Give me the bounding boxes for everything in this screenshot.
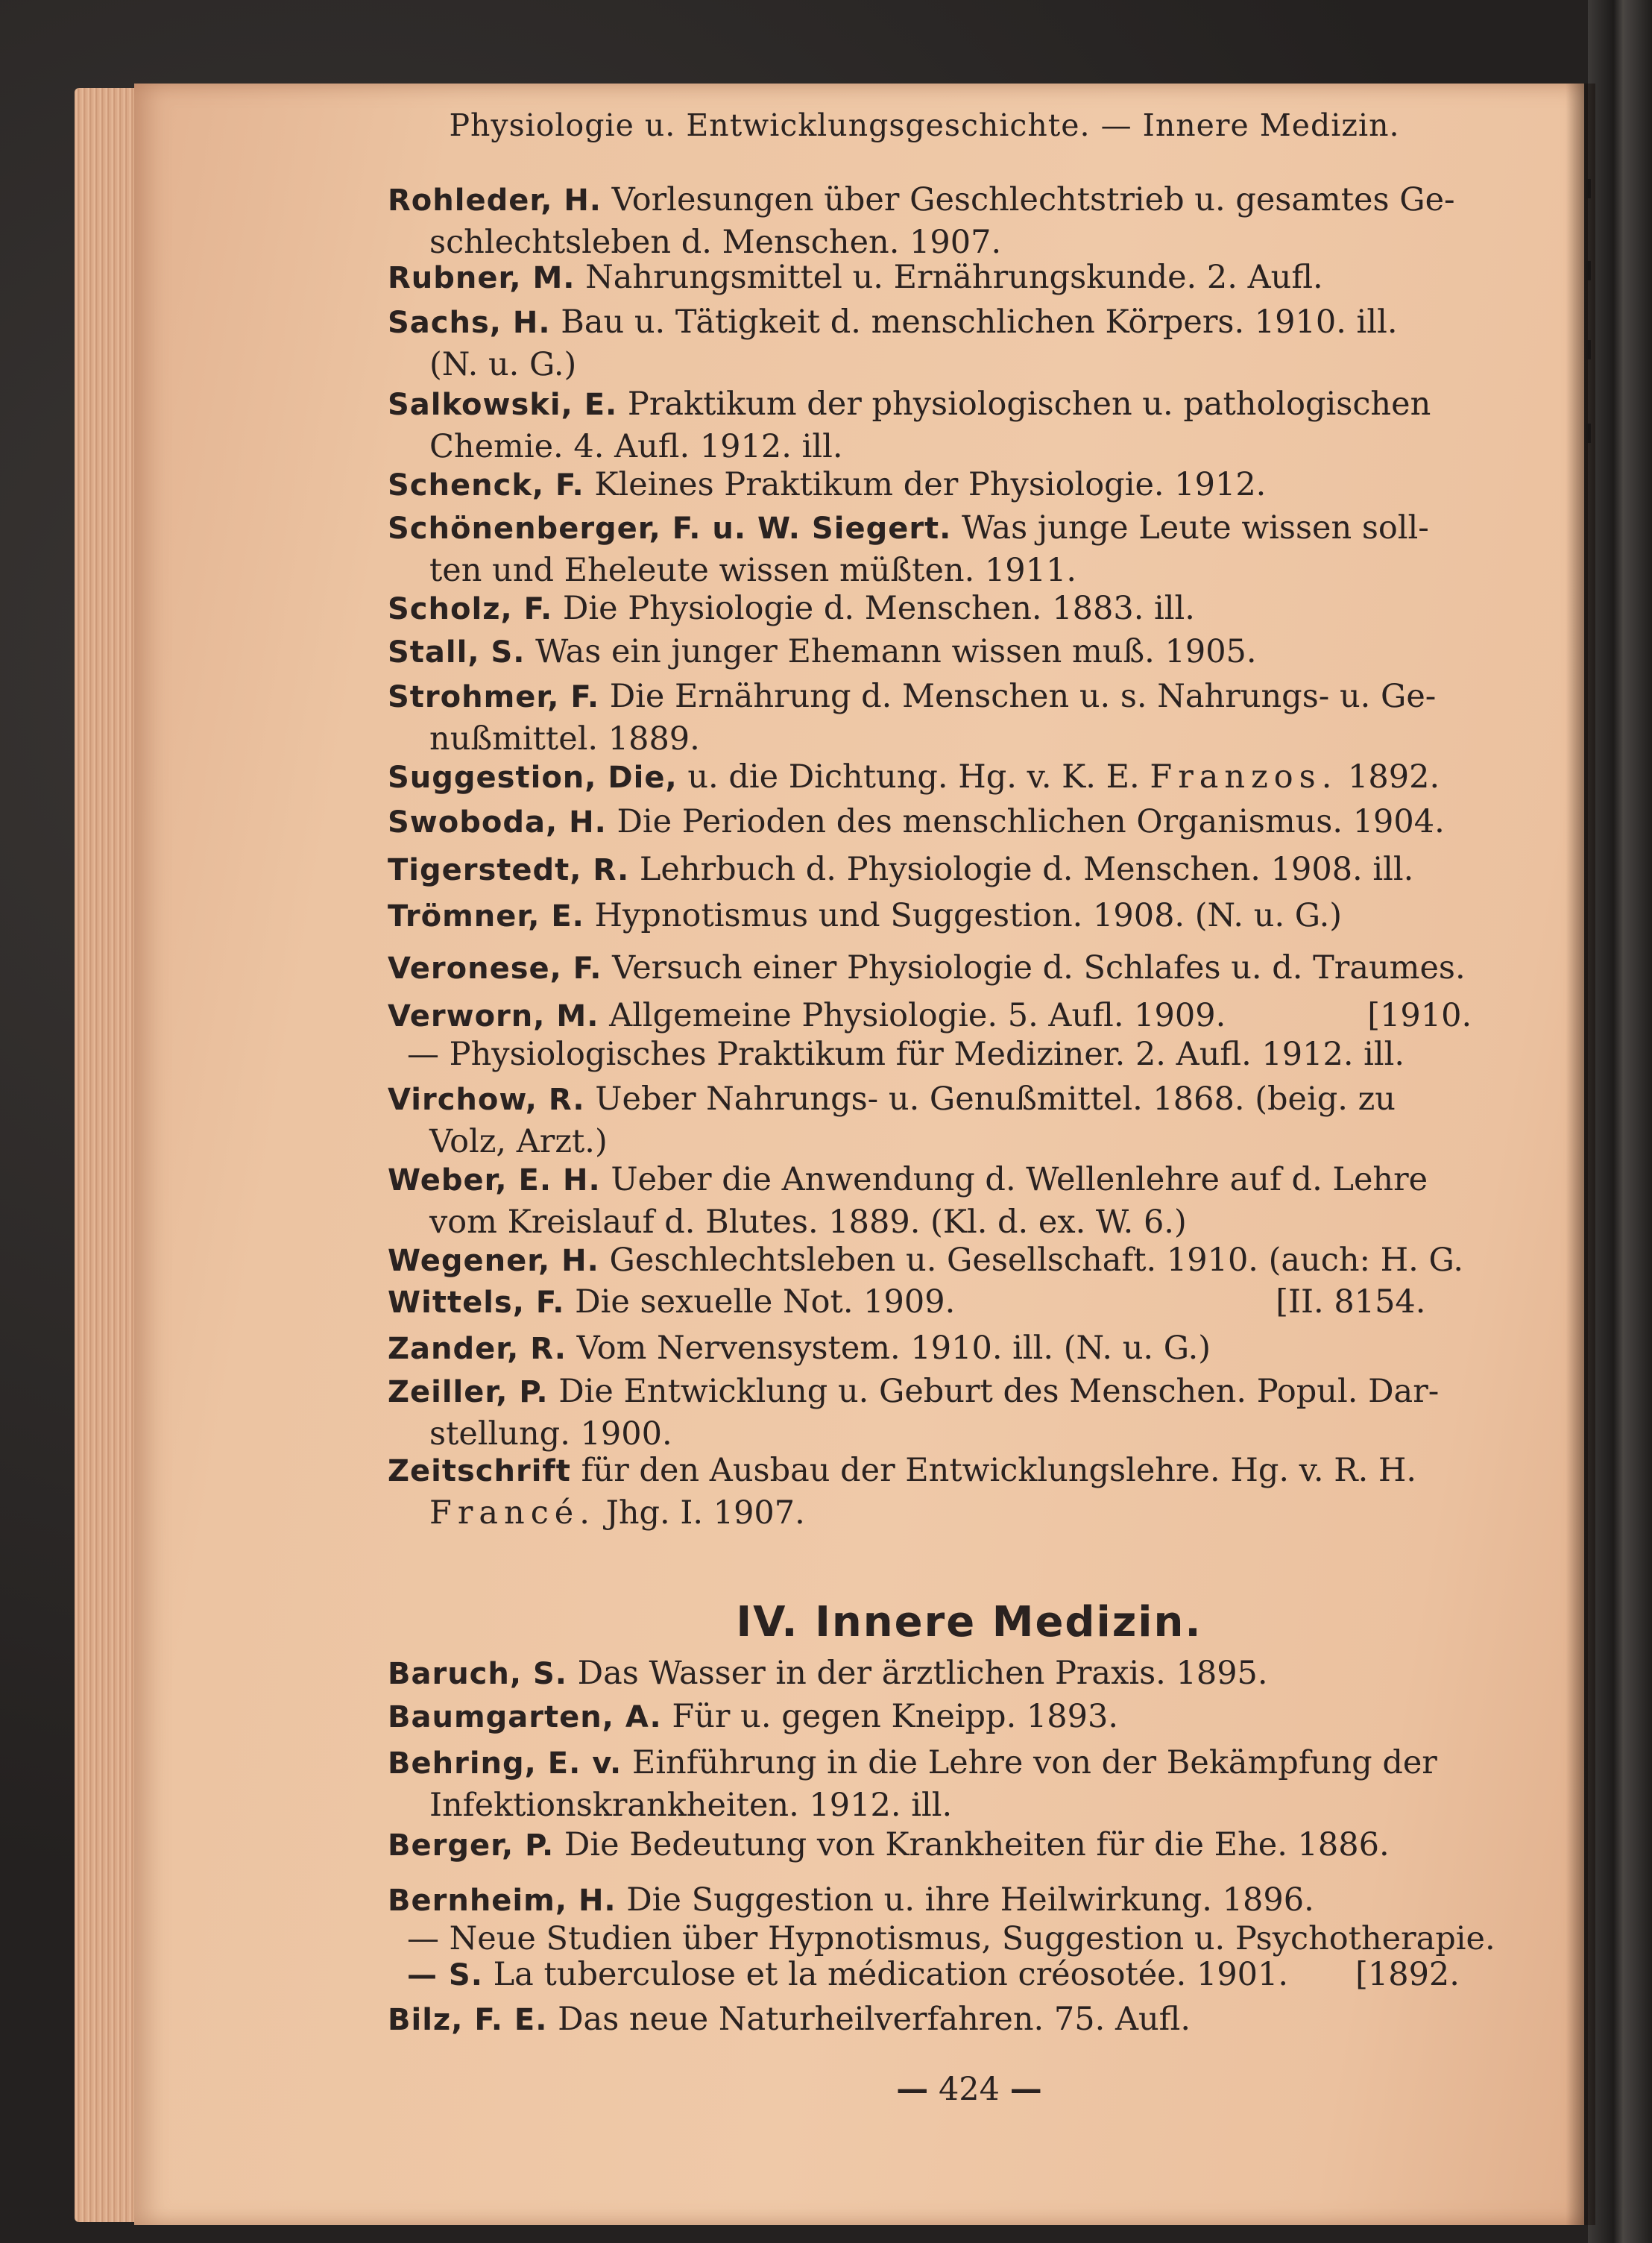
- bibliography-entry: [388, 895, 1536, 937]
- bibliography-entry: [388, 631, 1536, 673]
- entry-text: — Physiologisches Praktikum für Mediziner. 2. Aufl. 1912. ill.: [407, 1036, 1405, 1073]
- entry-text: Die Physiologie d. Menschen. 1883. ill.: [562, 590, 1195, 627]
- page-number: [388, 2069, 1551, 2110]
- entry-text: [1892.: [1355, 1956, 1460, 1993]
- entry-author: Bernheim, H.: [388, 1884, 617, 1918]
- entry-text: Volz, Arzt.): [429, 1123, 608, 1160]
- entry-text: Infektionskrankheiten. 1912. ill.: [429, 1787, 953, 1824]
- entry-author: Trömner, E.: [388, 899, 584, 934]
- bibliography-entry: [388, 1742, 1536, 1826]
- entry-text: 1892.: [1348, 758, 1440, 796]
- entry-author: Suggestion, Die,: [388, 761, 678, 795]
- entry-author: Swoboda, H.: [388, 805, 607, 840]
- entry-author: Verworn, M.: [388, 999, 599, 1034]
- bibliography-entry: [388, 756, 1536, 799]
- entry-text: Was junge Leute wissen soll-: [962, 509, 1429, 547]
- entry-text: Ueber Nahrungs- u. Genußmittel. 1868. (beig. zu: [595, 1080, 1396, 1118]
- entry-spaced-text: Franzos.: [1150, 758, 1338, 796]
- entry-text: Die sexuelle Not. 1909.: [575, 1283, 956, 1321]
- bibliography-entry: [388, 676, 1536, 760]
- entry-text: für den Ausbau der Entwicklungslehre. Hg. v. R. H.: [581, 1452, 1417, 1489]
- bibliography-entry: [388, 257, 1536, 299]
- entry-author: Scholz, F.: [388, 592, 553, 626]
- bibliography-entry: [388, 507, 1536, 591]
- book-spine-edge: [1588, 0, 1652, 2243]
- entry-author: Sachs, H.: [388, 306, 551, 340]
- entry-author: Veronese, F.: [388, 951, 602, 986]
- entry-text: [1910.: [1367, 997, 1472, 1034]
- entry-author: Wegener, H.: [388, 1244, 599, 1278]
- entry-author: Schenck, F.: [388, 468, 584, 503]
- bibliography-entry: [388, 1998, 1536, 2041]
- entry-text: Nahrungsmittel u. Ernährungskunde. 2. Aufl.: [585, 259, 1323, 296]
- entry-text: Die Ernährung d. Menschen u. s. Nahrungs- u. Ge-: [609, 678, 1437, 715]
- entry-author: Schönenberger, F. u. W. Siegert.: [388, 512, 952, 546]
- entry-text: Allgemeine Physiologie. 5. Aufl. 1909.: [609, 997, 1226, 1034]
- entry-text: schlechtsleben d. Menschen. 1907.: [429, 224, 1002, 261]
- entry-text: (N. u. G.): [429, 346, 577, 383]
- bibliography-entry: [388, 1159, 1536, 1243]
- bibliography-entry: [388, 801, 1536, 843]
- bibliography-entry: [388, 301, 1536, 386]
- entry-text: Geschlechtsleben u. Gesellschaft. 1910. (auch: H. G.: [609, 1242, 1463, 1279]
- entry-text: Das Wasser in der ärztlichen Praxis. 1895.: [577, 1655, 1268, 1692]
- entry-text: Die Suggestion u. ihre Heilwirkung. 1896.: [626, 1881, 1314, 1919]
- entry-text: Versuch einer Physiologie d. Schlafes u. d. Traumes.: [612, 949, 1466, 987]
- entry-author: Baumgarten, A.: [388, 1700, 662, 1734]
- bibliography-entry: [388, 383, 1536, 468]
- entry-text: Die Entwicklung u. Geburt des Menschen. Popul. Dar-: [558, 1373, 1440, 1410]
- entry-author: Zander, R.: [388, 1332, 567, 1366]
- bibliography-entry: [388, 1281, 1536, 1324]
- gutter-shadow: [1566, 84, 1595, 2225]
- bibliography-entry: [388, 1824, 1536, 1866]
- section-heading: IV. Innere Medizin.: [736, 1598, 1202, 1646]
- page-number-value: 424: [938, 2071, 1000, 2108]
- bibliography-entry: [388, 1239, 1536, 1282]
- entry-text: Ueber die Anwendung d. Wellenlehre auf d. Lehre: [611, 1161, 1428, 1198]
- bibliography-entry: [388, 464, 1536, 506]
- bibliography-entry: [388, 1450, 1536, 1534]
- bibliography-entry: [388, 588, 1536, 630]
- entry-text: Kleines Praktikum der Physiologie. 1912.: [594, 466, 1267, 503]
- entry-text: ten und Eheleute wissen müßten. 1911.: [429, 552, 1077, 589]
- entry-author: Behring, E. v.: [388, 1746, 622, 1781]
- entry-text: Lehrbuch d. Physiologie d. Menschen. 1908. ill.: [639, 851, 1414, 888]
- bibliography-entry: [388, 1327, 1536, 1370]
- entry-author: Zeiller, P.: [388, 1375, 549, 1409]
- entry-text: u. die Dichtung. Hg. v. K. E.: [687, 758, 1140, 796]
- entry-text: Vom Nervensystem. 1910. ill. (N. u. G.): [576, 1330, 1211, 1367]
- entry-text: Bau u. Tätigkeit d. menschlichen Körpers. 1910. ill.: [561, 303, 1398, 341]
- entry-author: Berger, P.: [388, 1828, 555, 1863]
- entry-text: Das neue Naturheilverfahren. 75. Aufl.: [558, 2001, 1191, 2038]
- entry-author: Rubner, M.: [388, 261, 576, 295]
- bibliography-entry: [388, 1034, 1536, 1075]
- entry-text: Praktikum der physiologischen u. pathologischen: [627, 386, 1431, 423]
- entry-text: Was ein junger Ehemann wissen muß. 1905.: [535, 633, 1257, 670]
- entry-spaced-text: Francé.: [429, 1494, 596, 1532]
- entry-text: [II. 8154.: [1276, 1283, 1426, 1321]
- entry-text: vom Kreislauf d. Blutes. 1889. (Kl. d. ex. W. 6.): [429, 1204, 1187, 1241]
- entry-text: Chemie. 4. Aufl. 1912. ill.: [429, 428, 843, 465]
- bibliography-entry: [388, 179, 1536, 263]
- entry-text: La tuberculose et la médication créosotée. 1901.: [493, 1956, 1289, 1993]
- entry-text: Die Bedeutung von Krankheiten für die Ehe. 1886.: [564, 1826, 1390, 1863]
- entry-author: — S.: [407, 1958, 483, 1992]
- entry-author: Tigerstedt, R.: [388, 853, 630, 887]
- entry-text: Für u. gegen Kneipp. 1893.: [672, 1698, 1119, 1735]
- entry-author: Wittels, F.: [388, 1286, 565, 1320]
- entry-text: Vorlesungen über Geschlechtstrieb u. gesamtes Ge-: [611, 181, 1455, 218]
- entry-text: Jhg. I. 1907.: [605, 1494, 805, 1532]
- bibliography-entry: [388, 1696, 1536, 1738]
- entry-author: Stall, S.: [388, 635, 526, 670]
- entry-author: Bilz, F. E.: [388, 2003, 548, 2037]
- entry-text: Die Perioden des menschlichen Organismus. 1904.: [617, 803, 1445, 840]
- entry-author: Rohleder, H.: [388, 183, 602, 218]
- bibliography-entry: [388, 1078, 1536, 1163]
- bibliography-entry: [388, 947, 1536, 990]
- entry-author: Zeitschrift: [388, 1454, 571, 1488]
- entry-text: Hypnotismus und Suggestion. 1908. (N. u. G.): [594, 897, 1343, 934]
- running-head: Physiologie u. Entwicklungsgeschichte. — Innere Medizin.: [449, 107, 1400, 143]
- bibliography-entry: [388, 995, 1536, 1037]
- entry-text: Einführung in die Lehre von der Bekämpfung der: [631, 1744, 1437, 1781]
- entry-author: Weber, E. H.: [388, 1163, 601, 1198]
- page-number-dash: —: [896, 2071, 929, 2108]
- entry-author: Salkowski, E.: [388, 388, 618, 422]
- bibliography-entry: [388, 1879, 1536, 1922]
- bibliography-entry: [388, 1371, 1536, 1455]
- entry-author: Virchow, R.: [388, 1083, 585, 1117]
- bibliography-entry: [388, 1954, 1536, 1996]
- bibliography-entry: [388, 1652, 1536, 1695]
- entry-author: Baruch, S.: [388, 1657, 567, 1691]
- entry-text: nußmittel. 1889.: [429, 720, 700, 758]
- entry-text: stellung. 1900.: [429, 1415, 672, 1453]
- entry-text: — Neue Studien über Hypnotismus, Suggestion u. Psychotherapie.: [407, 1920, 1495, 1957]
- page-number-dash: —: [1009, 2071, 1042, 2108]
- bibliography-entry: [388, 849, 1536, 891]
- entry-author: Strohmer, F.: [388, 680, 600, 714]
